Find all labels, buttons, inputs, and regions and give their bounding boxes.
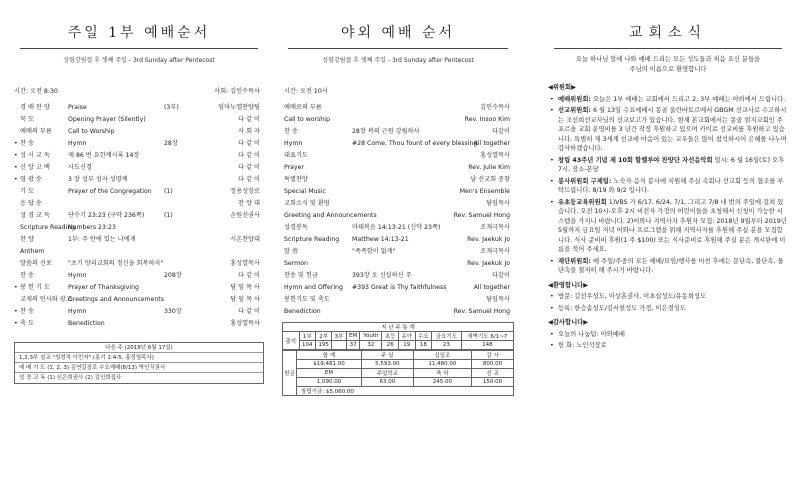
worship-order-list	[14, 102, 264, 330]
order-row	[282, 174, 514, 186]
order-row	[282, 150, 514, 162]
bullet-dot: •	[550, 342, 554, 349]
offering-label: 헌금	[283, 351, 297, 396]
offering-header: 십일조	[413, 351, 471, 360]
order-row	[14, 162, 264, 174]
row-name: 축 도	[20, 320, 34, 327]
row-name: 특별찬양	[284, 176, 308, 183]
row-bullet: •	[14, 176, 18, 183]
news-name: 선교위원회:	[558, 107, 591, 114]
offering-value: 800.00	[472, 360, 514, 369]
attendance-header: 수요	[415, 332, 432, 341]
row-bullet: •	[14, 152, 18, 159]
next-week-box	[14, 342, 264, 384]
next-week-row: 예 배 기 도 (1, 2, 3) 김연길장로 수요예배(8/13) 박인식권사	[15, 363, 263, 373]
row-who: 홍성열목사	[230, 260, 260, 267]
order-row	[282, 102, 514, 114]
row-who: 사 회 자	[238, 128, 260, 135]
row-name: Scripture Reading	[20, 224, 76, 231]
order-row	[282, 306, 514, 318]
row-desc: 제 86 번 요한계시록 14장	[68, 152, 140, 159]
row-name: 말 씀	[284, 248, 298, 255]
order-row	[282, 210, 514, 222]
news-item	[548, 304, 788, 314]
row-who: Men's Ensemble	[459, 188, 510, 195]
row-desc: Greetings and Announcements	[68, 296, 164, 303]
row-mid: 208장	[164, 272, 182, 279]
row-who: All together	[473, 140, 510, 147]
order-row	[14, 306, 264, 318]
attendance-header: EM	[346, 332, 360, 341]
news-text: 방문: 김선우성도, 이상훈권사, 이초섭성도/유동희성도	[558, 293, 707, 300]
attendance-header: 새벽기도 6/1~7	[461, 332, 513, 341]
row-bullet: •	[14, 164, 18, 171]
row-name: 영 광 송	[20, 176, 42, 183]
offering-value: 1,090.00	[297, 378, 362, 387]
news-name: 창립 43주년 기념 제 10회 할렐루야 찬양단 자선음악회	[558, 156, 713, 164]
news-text: 등록: 한승솜성도/김서현성도 가정, 이은경성도	[558, 304, 686, 312]
row-desc: Hymn	[68, 272, 87, 279]
news-item	[548, 330, 788, 340]
next-week-row: 성 경 교 독 (1) 신은희권사 (2) 김인희집사	[19, 375, 122, 381]
row-name: Special Music	[284, 188, 326, 195]
order-row	[14, 282, 264, 294]
row-name: 대표기도	[284, 152, 308, 159]
row-name: 찬 송	[284, 128, 298, 135]
row-mid: 330장	[164, 308, 182, 315]
row-name: 성 경 교 독	[20, 212, 50, 219]
row-name: 기 도	[20, 188, 34, 195]
order-row	[14, 150, 264, 162]
row-name: Hymn	[284, 140, 303, 147]
attendance-value: 18	[415, 341, 432, 350]
row-who: 담 임 목 사	[230, 296, 260, 303]
row-who: 찬 양 대	[238, 200, 260, 207]
offering-header: EM	[297, 369, 362, 378]
row-mid: 393장 오 신실하신 주	[352, 272, 412, 279]
row-who: 홍성열목사	[480, 152, 510, 159]
order-row	[282, 294, 514, 306]
news-text: 헌 화: 노인석장로	[558, 342, 607, 349]
row-mid: (1)	[164, 212, 173, 219]
bullet-dot: •	[550, 304, 554, 312]
row-who: All together	[473, 284, 510, 291]
offering-value: 5,593.00	[361, 360, 413, 369]
stats-title: 지 난 주 통 계	[283, 323, 514, 332]
row-name: Benediction	[284, 308, 321, 315]
attendance-label: 출석	[283, 332, 300, 350]
attendance-header: Youth	[360, 332, 382, 341]
section-heading: ◀감사합니다▶	[548, 319, 589, 326]
row-desc: "초기 양리교회의 정신을 회복하자"	[68, 260, 164, 267]
row-desc: 3 장 성부 성자 성령께	[68, 176, 128, 183]
news-text: 일시: 6 월 16일(토) 오후 7시, 장소-본당	[558, 156, 785, 173]
order-row	[282, 186, 514, 198]
row-who: 남 선교회 중창	[470, 176, 510, 183]
row-desc: Hymn	[68, 308, 87, 315]
offering-value: $19,481.00	[297, 360, 362, 369]
attendance-value: 26	[382, 341, 399, 350]
offering-header: 감 사	[472, 351, 514, 360]
row-bullet: •	[14, 140, 18, 147]
news-item	[548, 292, 788, 302]
row-who: Rev. Samuel Hong	[453, 308, 510, 315]
order-row	[14, 318, 264, 330]
offering-value: 11,480.00	[413, 360, 471, 369]
order-row	[14, 210, 264, 222]
outdoor-order-list	[282, 102, 514, 318]
attendance-value: 148	[461, 341, 513, 350]
subtitle: 성령강림절 후 셋째 주일 - 3rd Sunday after Pentecost	[63, 57, 215, 64]
row-name: 봉 헌 기 도	[20, 284, 50, 291]
news-name: 봉사위원회 구제팀:	[558, 177, 612, 185]
row-who: Rev. Samuel Hong	[453, 212, 510, 219]
row-name: Sermon	[284, 260, 308, 267]
order-row	[14, 258, 264, 270]
news-item	[548, 198, 788, 255]
service-time: 시간: 오전 8:30	[14, 88, 58, 95]
row-mid: 28장	[164, 140, 178, 147]
bullet-dot: •	[550, 257, 554, 265]
order-row	[14, 126, 264, 138]
bullet-dot: •	[550, 107, 554, 114]
row-name: Call to worship	[284, 116, 330, 123]
divider	[20, 48, 258, 49]
outdoor-worship-column	[282, 0, 514, 486]
row-who: 조재극목사	[480, 224, 510, 231]
order-row	[282, 126, 514, 138]
attendance-value: 23	[432, 341, 462, 350]
row-mid: #28 Come, Thou fount of every blessing	[352, 140, 478, 147]
row-who: 홍성열목사	[230, 320, 260, 327]
row-bullet: •	[14, 308, 18, 315]
row-mid: (1)	[164, 188, 173, 195]
row-who: 다같이	[492, 272, 510, 279]
row-desc: Numbers 23:23	[68, 224, 116, 231]
attendance-value	[332, 341, 346, 350]
time-row	[282, 86, 514, 98]
committee-news-list	[548, 95, 788, 276]
news-item	[548, 106, 788, 154]
offering-header: 합 계	[297, 351, 362, 360]
order-row	[14, 294, 264, 306]
attendance-table	[282, 322, 514, 350]
order-row	[282, 138, 514, 150]
row-name: 성 시 교 독	[20, 152, 50, 159]
order-row	[14, 186, 264, 198]
row-who: 담임목사	[486, 200, 510, 207]
row-who: 김인수목사	[480, 104, 510, 111]
row-bullet: •	[14, 320, 18, 327]
row-name: 찬 송	[20, 140, 34, 147]
row-desc: 사도신경	[68, 164, 92, 171]
order-row	[282, 114, 514, 126]
row-who: 정용성장로	[230, 188, 260, 195]
offering-table	[282, 350, 514, 396]
offering-header: 축 하	[413, 369, 471, 378]
news-text: 6 월 13일 수요예배시 몽골 울란바토르에서 GBGM 선교사로 수고하시는 조선희선교사님의 선교보고가 있습니다. 현재 본교회에서는 몽골 현지교회인 주포르솔 교회 운영비를 3 년간 작정 후원하고 있으며 카이로 선교비를 후원하고 있습니다. 특별히 제 3세계 선교에 마음이 있는 교우들은 많이 참석하시어 은혜를 나누며 감사하겠습니다.	[558, 107, 787, 152]
order-row	[282, 258, 514, 270]
row-name: 교회소식 및 환영	[284, 200, 330, 207]
thanks-list	[548, 330, 788, 351]
attendance-value: 195	[315, 341, 331, 350]
row-name: 예배로의 부름	[284, 104, 322, 111]
row-name: Greeting and Announcements	[284, 212, 377, 219]
order-row	[14, 270, 264, 282]
section-heading: ◀환영합니다▶	[548, 281, 589, 289]
news-item	[548, 177, 788, 196]
row-desc: Hymn	[68, 140, 87, 147]
attendance-header: 2부	[315, 332, 331, 341]
offering-value: 245.00	[413, 378, 471, 387]
row-mid: 28장 복의 근원 강림하사	[352, 128, 420, 135]
news-item	[548, 341, 788, 351]
attendance-header: 1부	[299, 332, 315, 341]
order-row	[282, 222, 514, 234]
order-row	[14, 198, 264, 210]
news-name: 유초등교육위원회	[558, 198, 607, 206]
attendance-header: 유아	[399, 332, 416, 341]
row-name: 말씀의 선포	[20, 260, 52, 267]
page-title: 주일 1부 예배순서	[67, 25, 211, 41]
row-who: Rev. Julie Kim	[468, 164, 510, 171]
row-name: 예배의 부름	[20, 128, 52, 135]
row-desc: Benediction	[68, 320, 105, 327]
row-name: 찬 송	[20, 308, 34, 315]
order-row	[14, 246, 264, 258]
divider	[288, 48, 508, 49]
news-item	[548, 156, 788, 175]
row-who: 조재극목사	[480, 248, 510, 255]
row-who: 다 같 이	[238, 308, 260, 315]
news-text: 매 주일/주중의 모든 예배/모임/행사를 마친 후에는 문단속, 불단속, 물단속을 철저히 해 주시기 바랍니다.	[558, 257, 784, 274]
order-row	[14, 102, 264, 114]
bullet-dot: •	[550, 95, 554, 103]
row-who: 다 같 이	[238, 152, 260, 159]
bullet-dot: •	[550, 330, 554, 338]
row-who: 손원선권사	[230, 212, 260, 219]
offering-value: 63.00	[361, 378, 413, 387]
time-leader-row	[14, 86, 264, 98]
service-time: 시간: 오전 10시	[284, 88, 328, 95]
row-who: 시온찬양대	[230, 236, 260, 243]
news-body	[548, 83, 788, 351]
row-name: 성경봉독	[284, 224, 308, 231]
row-name: 찬 양	[20, 236, 34, 243]
welcome-message: 오늘 하나님 앞에 나와 예배 드리는 모든 성도들과 처음 오신 분들을 주님의 이름으로 환영합니다	[575, 56, 761, 73]
row-name: 교제의 인사와 광고	[20, 296, 72, 303]
row-who: 다 같 이	[238, 164, 260, 171]
welcome-list	[548, 292, 788, 313]
offering-header: 주 일	[361, 351, 413, 360]
offering-header: 주일학교	[361, 369, 413, 378]
row-who: 다 같 이	[238, 272, 260, 279]
row-desc: Prayer of Thanksgiving	[68, 284, 139, 291]
next-week-title: 다음 주 (2018년 6월 17일)	[15, 343, 263, 353]
row-desc: Call to Worship	[68, 128, 115, 135]
bullet-dot: •	[550, 156, 554, 164]
news-text: 오늘의 나눔팀: 아와예배	[558, 330, 625, 338]
attendance-value: 32	[360, 341, 382, 350]
divider	[554, 48, 782, 49]
row-mid: 마태복음 14:13-21 (신약 23쪽)	[352, 224, 441, 231]
order-row	[282, 246, 514, 258]
order-row	[14, 174, 264, 186]
order-row	[14, 234, 264, 246]
attendance-value: 19	[399, 341, 416, 350]
news-name: 예배위원회:	[558, 95, 591, 103]
row-who: 다 같 이	[238, 116, 260, 123]
order-row	[282, 198, 514, 210]
row-desc: 1부: 주 안에 있는 나에게	[68, 236, 136, 243]
order-row	[14, 138, 264, 150]
church-news-column	[548, 0, 788, 486]
attendance-header: 3부	[332, 332, 346, 341]
attendance-header: 금요기도	[432, 332, 462, 341]
row-name: Anthem	[20, 248, 45, 255]
subtitle: 성령강림절 후 셋째 주일 - 3rd Sunday after Pentecost	[322, 57, 474, 64]
attendance-header: 초등	[382, 332, 399, 341]
row-bullet: •	[14, 284, 18, 291]
news-item	[548, 95, 788, 105]
row-mid: (3부)	[164, 104, 179, 111]
row-who: Rev. Jaekuk Jo	[467, 236, 510, 243]
news-title: 교회소식	[628, 25, 708, 41]
row-name: 찬 송	[20, 272, 34, 279]
row-name: 봉헌기도 및 축도	[284, 296, 330, 303]
row-name: 경 배 찬 양	[20, 104, 50, 111]
bullet-dot: •	[550, 293, 554, 300]
order-row	[282, 234, 514, 246]
outdoor-title: 야외 예배 순서	[340, 25, 456, 41]
order-row	[282, 282, 514, 294]
bullet-dot: •	[550, 177, 554, 185]
news-item	[548, 257, 788, 276]
row-who: 담 임 목 사	[230, 284, 260, 291]
next-week-row: 1,2,3부 설교 "성경적 이민자" (룻기 1:4-5, 홍성열목사)	[15, 353, 263, 363]
order-row	[282, 270, 514, 282]
news-text: 노숙자 음식 봉사에 지원해 주실 속회나 선교회 등의 협조를 부탁드립니다. 8/19 와 9/2 입니다.	[558, 177, 784, 194]
attendance-value: 104	[299, 341, 315, 350]
row-name: Hymn and Offering	[284, 284, 343, 291]
row-who: 다 같 이	[238, 140, 260, 147]
row-name: Scripture Reading	[284, 236, 340, 243]
row-name: 신 앙 고 백	[20, 164, 50, 171]
stats-section	[282, 322, 514, 396]
order-row	[14, 114, 264, 126]
row-who: 다같이	[492, 128, 510, 135]
offering-header: 선 교	[472, 369, 514, 378]
worship-order-column	[14, 0, 264, 486]
row-mid: #393 Great is Thy faithfulness	[352, 284, 447, 291]
building-fund: 창립기금: $5,060.00	[297, 387, 514, 396]
row-who: 임마누엘찬양팀	[218, 104, 260, 111]
service-leader: 사회: 김인수목사	[214, 88, 260, 95]
row-mid: Matthew 14:13-21	[352, 236, 409, 243]
row-desc: Prayer of the Congregation	[68, 188, 152, 195]
row-who: 담임목사	[486, 296, 510, 303]
row-mid: "족족함이 없게"	[352, 248, 396, 255]
bullet-dot: •	[550, 198, 554, 206]
row-name: Prayer	[284, 164, 304, 171]
row-name: 찬송 및 헌금	[284, 272, 318, 279]
offering-value: 150.00	[472, 378, 514, 387]
news-text: 오늘은 1부 예배는 교회에서 드리고 2, 3부 예배는 야외에서 드립니다.	[592, 95, 786, 103]
section-heading: ◀위원회▶	[548, 84, 576, 91]
row-desc: 단수기 23:23 (구약 236쪽)	[68, 212, 145, 219]
row-who: Rev. Jaekuk Jo	[467, 260, 510, 267]
news-name: 재단위원회:	[558, 257, 591, 265]
row-desc: Praise	[68, 104, 87, 111]
row-name: 묵 도	[20, 116, 34, 123]
row-name: 응 답 송	[20, 200, 42, 207]
row-who: Rev. Insoo Kim	[464, 116, 510, 123]
row-who: 다 같 이	[238, 176, 260, 183]
news-text: 1)VBS 가 6/17, 6/24, 7/1, 그리고 7/8 네 번의 주일에 걸쳐 있습니다. 오전 10시-오후 2시 비전자 가정의 어린이들을 초청해서 신청이 가능한 시스템을 가지니 바랍니다. 2)어와나 지역사자 후원자 모집: 2018년 9월부터 2019년 5월까지 금요일 저녁 어와나 프로그램을 위해 지역사자를 후원해 주실 분을 모집합니다. 식사 준비비 후원(1 주 $100) 또는 식사준비로 후원해 주실 분은 게시판에 이름을 적어 주세요.	[558, 198, 787, 253]
row-desc: Opening Prayer (Silently)	[68, 116, 146, 123]
attendance-value: 37	[346, 341, 360, 350]
order-row	[14, 222, 264, 234]
order-row	[282, 162, 514, 174]
